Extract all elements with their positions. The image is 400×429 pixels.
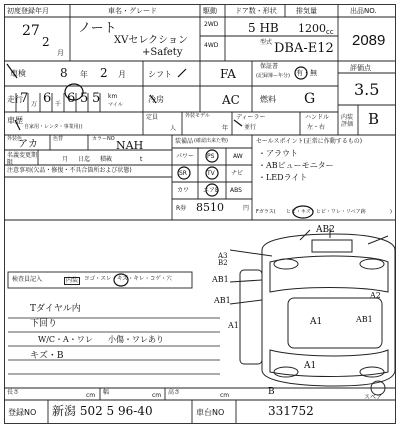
mark-a1-left: A1	[228, 321, 239, 330]
doors-value: 5 HB	[248, 21, 279, 35]
capacity-label: 定員	[146, 114, 159, 121]
inspector-note-extra: 小傷・ワレあり	[108, 335, 164, 344]
equip-ps: PS	[207, 153, 215, 160]
chassis-value: 331752	[268, 404, 314, 418]
shift-value: FA	[220, 67, 236, 81]
exterior-color-value: アカ	[18, 139, 38, 150]
mark-a1-bottom: A1	[304, 361, 317, 371]
glass-items: ヒビ・キズ・ヒビ・ワレ・リペア跡	[286, 209, 366, 215]
shaken-month: 2	[100, 66, 108, 80]
row4-year-unit: 年	[222, 125, 229, 132]
reg-year: 27	[22, 23, 40, 39]
displacement-label: 排気量	[296, 7, 317, 15]
exhibit-number: 2089	[352, 32, 386, 49]
shaken-label: 車検	[10, 69, 26, 78]
handle-options: 左・右	[307, 124, 326, 131]
equip-aw: AW	[233, 153, 243, 160]
sales-points-title: セールスポイント(正常に作動するもの)	[256, 138, 363, 145]
equip-leather: カワ	[177, 187, 190, 194]
door-label: ドア数・形状	[235, 7, 277, 15]
unit-man: 万	[31, 101, 38, 108]
grade-line2: +Safety	[142, 47, 183, 58]
mark-ab1-left2: AB1	[214, 296, 231, 305]
mark-b: B	[268, 387, 275, 397]
equip-airbag: エアB	[203, 187, 220, 194]
reg-no-value: 新潟 502 5 96-40	[52, 404, 153, 418]
car-name: ノート	[78, 21, 117, 36]
equip-sr: SR	[179, 170, 187, 177]
ext-model-label: 外装モデル	[185, 113, 210, 119]
unit-mile: マイル	[108, 102, 123, 108]
shaken-month-unit: 月	[118, 70, 126, 79]
color-no-value: NAH	[116, 139, 144, 152]
warranty-options: 有・無	[296, 69, 317, 77]
warranty-sub: (記録簿ー年分)	[256, 73, 290, 79]
inspector-note-3: W/C・A・ワレ	[38, 335, 93, 344]
recycle-yen: 円	[243, 205, 250, 212]
first-reg-label: 初度登録年月	[7, 7, 49, 15]
exhibit-label: 出品NO.	[350, 7, 377, 15]
mileage-digit-4: 5	[80, 91, 89, 106]
color-change-label: 色替	[53, 136, 64, 142]
recycle-value: 8510	[196, 201, 224, 214]
height-unit: cm	[220, 392, 230, 399]
glass-label: Fガラス(	[256, 209, 276, 215]
chassis-label: 車台NO	[196, 408, 225, 417]
cc-unit: cc	[326, 28, 334, 36]
interior-label: 内装評価	[341, 114, 354, 129]
mileage-label: 走行	[7, 95, 23, 104]
length-unit: cm	[86, 392, 96, 399]
length-label: 長さ	[7, 389, 20, 396]
equip-abs: ABS	[230, 187, 242, 194]
mark-ab1-left1: AB1	[212, 275, 229, 284]
equipment-title: 装備品	[175, 138, 194, 145]
ac-label: 冷房	[148, 95, 164, 104]
name-change-label: 名義変更期限	[7, 152, 38, 166]
sales-point-3: ・LEDライト	[258, 173, 308, 182]
warranty-label: 保証書	[260, 63, 279, 70]
mark-ab1-right: AB1	[356, 315, 373, 324]
equip-power: パワー	[176, 153, 195, 160]
handle-label: ハンドル	[305, 114, 330, 121]
drive-2wd: 2WD	[204, 21, 219, 28]
rating-value: 3.5	[354, 80, 380, 99]
model-code: DBA-E12	[274, 41, 334, 56]
equip-tv: TV	[207, 170, 215, 177]
dealer-sub: 並行	[244, 124, 257, 131]
reg-month-unit: 月	[57, 49, 64, 57]
shaken-year: 8	[60, 66, 68, 80]
inspector-note-1: Tダイヤル内	[30, 304, 81, 314]
name-change-day: 日迄	[78, 156, 91, 163]
spare-label: スペア	[364, 394, 383, 401]
fuel-value: G	[304, 91, 316, 107]
inspector-title: 検査員記入	[12, 276, 43, 283]
shift-label: シフト	[148, 70, 172, 79]
mark-a1-right: A1	[310, 317, 323, 327]
displacement-value: 1200	[298, 22, 326, 35]
drive-4wd: 4WD	[204, 42, 219, 49]
interior-tag: 内装	[66, 277, 79, 284]
mileage-digit-1: 7	[20, 91, 29, 106]
maker-grade-label: 車名・グレード	[108, 7, 157, 15]
height-label: 高さ	[168, 389, 181, 396]
mark-ab2-top: AB2	[316, 225, 335, 235]
mileage-digit-2: 6	[43, 91, 52, 106]
notes-label: 注意事項(欠品・修復・不具合箇所および状態)	[7, 167, 132, 174]
interior-value: B	[368, 110, 380, 128]
fuel-label: 燃料	[260, 95, 276, 104]
mileage-digit-5: 5	[92, 91, 101, 106]
sales-point-1: ・アラウト	[258, 149, 298, 158]
unit-sen: 千	[55, 101, 62, 108]
loading-label: 積載	[100, 156, 113, 163]
equipment-title-sub: (確認出来た物)	[194, 138, 228, 144]
reg-month: 2	[42, 35, 50, 49]
sales-point-2: ・ABビューモニター	[258, 161, 334, 170]
mileage-digit-3: 6	[67, 91, 76, 106]
category-label: 車歴	[7, 116, 23, 125]
name-change-month: 月	[62, 156, 69, 163]
inspector-note-4: キズ・B	[30, 351, 64, 361]
rating-label: 評価点	[350, 64, 371, 72]
category-sub: 自家用・レンタ・事業用()	[24, 124, 83, 130]
model-label: 型式	[260, 39, 273, 46]
width-label: 幅	[103, 389, 110, 396]
reg-no-label: 登録NO	[8, 408, 37, 417]
shaken-year-unit: 年	[80, 70, 88, 79]
mark-a2-top: A2	[370, 291, 381, 300]
glass-close: )	[390, 209, 392, 215]
width-unit: cm	[152, 392, 162, 399]
equip-navi: ナビ	[231, 170, 244, 177]
unit-km: km	[108, 93, 118, 100]
drive-label: 駆動	[203, 7, 217, 15]
ton-label: t	[140, 156, 143, 163]
ac-value: AC	[222, 93, 240, 107]
mark-a3-b2: A3 B2	[218, 252, 228, 267]
interior-options: ヨゴ・スレ・キズ・キレ・コゲ・穴	[84, 276, 172, 282]
capacity-unit: 人	[170, 125, 177, 132]
recycle-label: R券	[176, 205, 187, 212]
color-no-label: カラーNO	[92, 136, 115, 142]
exterior-color-label: 外装色	[7, 136, 23, 142]
grade-line1: XVセレクション	[114, 35, 188, 46]
inspector-note-2: 下回り	[30, 319, 58, 329]
dealer-label: ディーラー	[236, 114, 266, 121]
